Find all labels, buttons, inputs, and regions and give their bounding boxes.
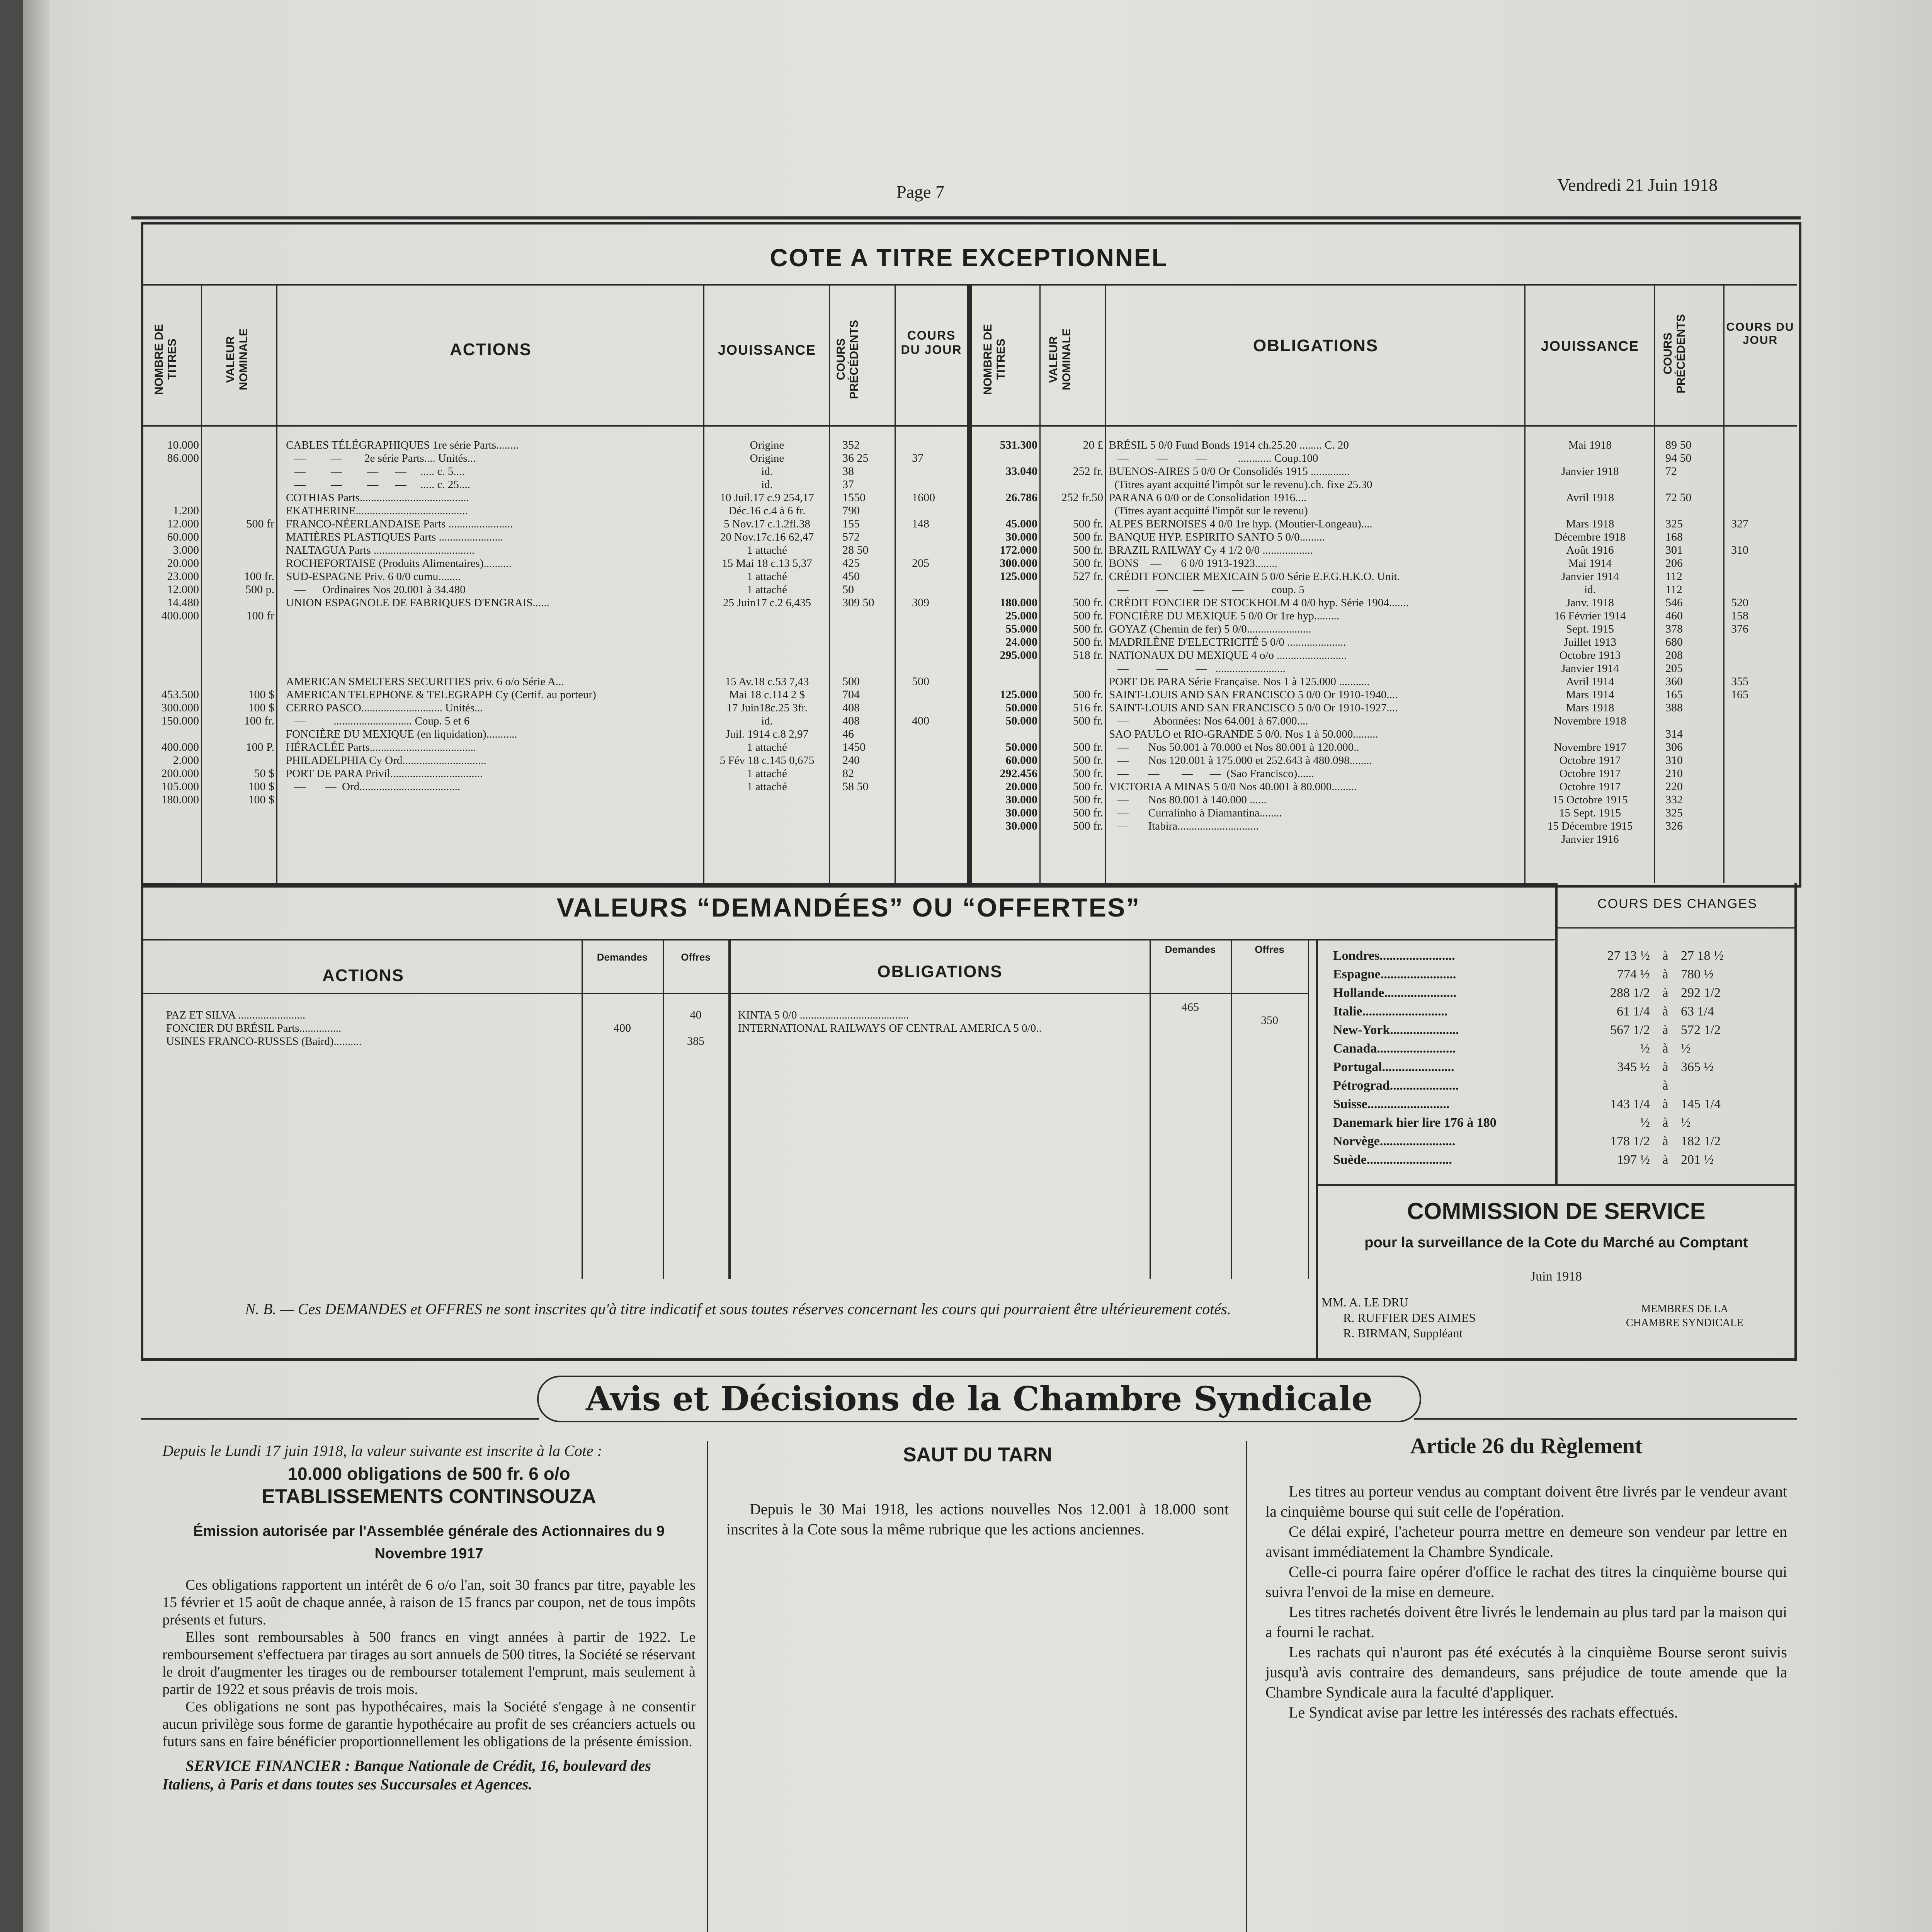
change-place: Portugal...................... bbox=[1333, 1060, 1454, 1074]
divider bbox=[1105, 284, 1106, 883]
avis-right-rule bbox=[1414, 1418, 1797, 1420]
col-cours-jour-obl: 327 310 520 158 376 355 165 bbox=[1731, 517, 1748, 701]
changes-title-rule bbox=[1558, 927, 1797, 929]
commission-side: MEMBRES DE LA CHAMBRE SYNDICALE bbox=[1626, 1303, 1744, 1329]
header-actions: ACTIONS bbox=[450, 340, 532, 359]
header-jouissance-obl: JOUISSANCE bbox=[1541, 338, 1639, 354]
change-sep: à bbox=[1662, 967, 1668, 981]
change-low: 774 ½ bbox=[1617, 967, 1650, 981]
change-high: ½ bbox=[1681, 1116, 1691, 1130]
demandes-header-obl: Demandes bbox=[1165, 944, 1216, 955]
change-place: Danemark hier lire 176 à 180 bbox=[1333, 1116, 1497, 1130]
col-valeur: 500 fr 100 fr. 500 p. 100 fr 100 $ 100 $ 100 fr. 100 P. 50 $ 100 $ 100 $ bbox=[244, 517, 274, 806]
page-number: Page 7 bbox=[896, 182, 944, 202]
demandees-left-border bbox=[141, 883, 143, 1360]
change-low: ½ bbox=[1640, 1041, 1650, 1056]
header-nombre-obl: NOMBRE DE TITRES bbox=[981, 324, 1007, 395]
divider bbox=[276, 284, 277, 883]
col-jouissance-obl: Mai 1918 Janvier 1918 Avril 1918 Mars 1918 Décembre 1918 Août 1916 Mai 1914 Janvier 1914 id. Janv. 1918 16 Février 1914 Sept. 1915 Juillet 1913 Octobre 1913 Janvier 1914 Avril 1914 Mars 1914 Mars 1918 Novembre 1918 Novembre 1917 Octobre 1917 Octobre 1917 Octobre 1917 15 Octobre 1915 15 Sept. 1915 15 Décembre 1915 Janvier 1916 bbox=[1547, 439, 1633, 845]
divider bbox=[728, 939, 731, 1279]
change-row bbox=[1333, 947, 1797, 965]
avis-title: Avis et Décisions de la Chambre Syndicale bbox=[537, 1376, 1421, 1422]
change-place: Suède.......................... bbox=[1333, 1153, 1452, 1167]
change-place: New-York..................... bbox=[1333, 1023, 1459, 1037]
change-high: 27 18 ½ bbox=[1681, 949, 1724, 963]
demandes-header: Demandes bbox=[597, 951, 648, 963]
change-place: Londres....................... bbox=[1333, 949, 1455, 963]
divider bbox=[1150, 939, 1151, 1279]
saut-p1: Depuis le 30 Mai 1918, les actions nouvelles Nos 12.001 à 18.000 sont inscrites à la Cote sous la même rubrique que les actions anciennes. bbox=[726, 1500, 1229, 1538]
divider bbox=[707, 1441, 708, 1932]
demandees-obl-rows: KINTA 5 0/0 ....................................... INTERNATIONAL RAILWAYS OF CENTRAL AMERICA 5 0/0.. bbox=[738, 1009, 1042, 1034]
header-jouissance: JOUISSANCE bbox=[718, 342, 816, 358]
change-high: 780 ½ bbox=[1681, 967, 1714, 981]
demandees-subheader-rule bbox=[143, 993, 1308, 994]
change-place: Espagne....................... bbox=[1333, 967, 1456, 981]
demandees-actions-demandes: 400 bbox=[614, 1022, 631, 1034]
change-row bbox=[1333, 1132, 1797, 1151]
change-sep: à bbox=[1662, 1116, 1668, 1130]
divider bbox=[1308, 939, 1309, 1279]
change-sep: à bbox=[1662, 1134, 1668, 1148]
changes-right-border bbox=[1794, 883, 1797, 1360]
change-place: Hollande...................... bbox=[1333, 986, 1457, 1000]
change-low: 197 ½ bbox=[1617, 1153, 1650, 1167]
change-high bbox=[1681, 1077, 1758, 1095]
change-row bbox=[1333, 1114, 1797, 1132]
divider bbox=[895, 284, 896, 883]
col-cours-prec-obl: 89 50 94 50 72 72 50 325 168 301 206 112 112 546 460 378 680 208 205 360 165 388 314 306 310 210 220 332 325 326 bbox=[1665, 439, 1692, 832]
change-low: 27 13 ½ bbox=[1607, 949, 1650, 963]
change-high: 182 1/2 bbox=[1681, 1134, 1721, 1148]
col-jouissance: Origine Origine id. id. 10 Juil.17 c.9 254,17 Déc.16 c.4 à 6 fr. 5 Nov.17 c.1.2fl.38 20 Nov.17c.16 62,47 1 attaché 15 Mai 18 c.13 5,37 1 attaché 1 attaché 25 Juin17 c.2 6,435 15 Av.18 c.53 7,43 Mai 18 c.114 2 $ 17 Juin18c.25 3fr. id. Juil. 1914 c.8 2,97 1 attaché 5 Fév 18 c.145 0,675 1 attaché 1 attaché bbox=[719, 439, 815, 793]
change-row bbox=[1333, 1058, 1797, 1077]
avis-col-2 bbox=[726, 1441, 1229, 1539]
change-place: Suisse......................... bbox=[1333, 1097, 1450, 1111]
change-low: 178 1/2 bbox=[1610, 1134, 1650, 1148]
demandees-obl-offres: 350 bbox=[1261, 1014, 1278, 1027]
change-sep: à bbox=[1662, 1041, 1668, 1056]
demandees-actions-offres: 40 385 bbox=[687, 1009, 704, 1048]
header-valeur-obl: VALEUR NOMINALE bbox=[1047, 328, 1073, 390]
changes-commission-left-border bbox=[1316, 939, 1318, 1360]
change-sep: à bbox=[1662, 1004, 1668, 1019]
divider bbox=[582, 939, 583, 1279]
scan-gutter bbox=[0, 0, 23, 1932]
divider bbox=[703, 284, 704, 883]
article-title: Article 26 du Règlement bbox=[1410, 1433, 1643, 1458]
article-p3: Celle-ci pourra faire opérer d'office le rachat des titres la cinquième bourse qui suivra l'envoi de la mise en demeure. bbox=[1265, 1563, 1787, 1600]
change-high: ½ bbox=[1681, 1041, 1691, 1056]
avis-p2: Elles sont remboursables à 500 francs en vingt années à partir de 1922. Le remboursement s'effectuera par tirages au sort annuels de 500 titres, la Société se réservant le droit d'augmenter les tirages ou de rembourser totalement l'emprunt, mais seulement à partir de 1922 et sous préavis de trois mois. bbox=[162, 1629, 696, 1697]
changes-title: COURS DES CHANGES bbox=[1597, 896, 1757, 911]
change-place: Pétrograd..................... bbox=[1333, 1078, 1459, 1093]
change-row bbox=[1333, 1021, 1797, 1039]
article-p1: Les titres au porteur vendus au comptant doivent être livrés par le vendeur avant la cinquième bourse qui suit celle de l'opération. bbox=[1265, 1483, 1787, 1520]
avis-p1: Ces obligations rapportent un intérêt de 6 o/o l'an, soit 30 francs par titre, payable les 15 février et 15 août de chaque année, à raison de 15 francs par coupon, net de tous impôts présents et futurs. bbox=[162, 1577, 696, 1628]
change-sep: à bbox=[1662, 986, 1668, 1000]
commission-subtitle: pour la surveillance de la Cote du Marché au Comptant bbox=[1364, 1235, 1748, 1251]
offres-header-obl: Offres bbox=[1255, 944, 1284, 955]
change-low: ½ bbox=[1640, 1116, 1650, 1130]
change-sep: à bbox=[1662, 949, 1668, 963]
change-row bbox=[1333, 965, 1797, 984]
col-nombre: 10.000 86.000 1.200 12.000 60.000 3.000 20.000 23.000 12.000 14.480 400.000 453.500 300.000 150.000 400.000 2.000 200.000 105.000 180.000 bbox=[161, 439, 199, 806]
change-low: 567 1/2 bbox=[1610, 1023, 1650, 1037]
divider bbox=[1231, 939, 1232, 1279]
change-row bbox=[1333, 1077, 1797, 1095]
change-high: 292 1/2 bbox=[1681, 986, 1721, 1000]
divider bbox=[1723, 284, 1725, 883]
change-low: 288 1/2 bbox=[1610, 986, 1650, 1000]
change-low: 61 1/4 bbox=[1617, 1004, 1650, 1019]
change-row bbox=[1333, 1151, 1797, 1169]
divider bbox=[1039, 284, 1041, 883]
header-cours-jour-obl: COURS DU JOUR bbox=[1726, 321, 1794, 347]
header-cours-prec: COURS PRÉCÉDENTS bbox=[835, 320, 861, 399]
commission-title: COMMISSION DE SERVICE bbox=[1407, 1198, 1706, 1224]
change-sep: à bbox=[1662, 1023, 1668, 1037]
avis-left-rule bbox=[141, 1418, 539, 1420]
changes-table bbox=[1333, 947, 1797, 1169]
avis-emission: Émission autorisée par l'Assemblée générale des Actionnaires du 9 Novembre 1917 bbox=[193, 1523, 665, 1562]
demandees-actions-header: ACTIONS bbox=[322, 966, 404, 985]
commission-month: Juin 1918 bbox=[1530, 1269, 1582, 1284]
header-obligations: OBLIGATIONS bbox=[1253, 336, 1379, 355]
divider bbox=[1524, 284, 1526, 883]
change-high: 201 ½ bbox=[1681, 1153, 1714, 1167]
col-valeur-obl: 20 £ 252 fr. 252 fr.50 500 fr. 500 fr. 500 fr. 500 fr. 527 fr. 500 fr. 500 fr. 500 fr. 500 fr. 518 fr. 500 fr. 516 fr. 500 fr. 500 fr. 500 fr. 500 fr. 500 fr. 500 fr. 500 fr. 500 fr. bbox=[1061, 439, 1103, 832]
header-rule bbox=[131, 216, 1801, 219]
divider bbox=[1246, 1441, 1247, 1932]
divider bbox=[663, 939, 664, 1279]
col-actions: CABLES TÉLÉGRAPHIQUES 1re série Parts........ — — 2e série Parts.... Unités... — — — — ..... c. 5.... — — — — ..... c. 25.... COTHIAS Parts....................................... EKATHERINE........................................ FRANCO-NÉERLANDAISE Parts ....................... MATIÈRES PLASTIQUES Parts ....................... NALTAGUA Parts .................................... ROCHEFORTAISE (Produits Alimentaires).......... SUD-ESPAGNE Priv. 6 0/0 cumu........ — Ordinaires Nos 20.001 à 34.480 UNION ESPAGNOLE DE FABRIQUES D'ENGRAIS...... AMERICAN SMELTERS SECURITIES priv. 6 o/o Série A... AMERICAN TELEPHONE & TELEGRAPH Cy (Certif. au porteur) CERRO PASCO............................. Unités... — ............................ Coup. 5 et 6 FONCIÈRE DU MEXIQUE (en liquidation)........... HÉRACLÉE Parts...................................... PHILADELPHIA Cy Ord.............................. PORT DE PARA Privil................................. — — Ord.................................... bbox=[286, 439, 596, 793]
avis-intro: Depuis le Lundi 17 juin 1918, la valeur suivante est inscrite à la Cote : bbox=[162, 1442, 602, 1459]
change-row bbox=[1333, 1039, 1797, 1058]
avis-col-3 bbox=[1265, 1430, 1787, 1723]
col-nombre-obl: 531.300 33.040 26.786 45.000 30.000 172.000 300.000 125.000 180.000 25.000 55.000 24.000 295.000 125.000 50.000 50.000 50.000 60.000 292.456 20.000 30.000 30.000 30.000 bbox=[1000, 439, 1037, 832]
header-cours-prec-obl: COURS PRÉCÉDENTS bbox=[1662, 314, 1687, 393]
col-cours-jour: 37 1600 148 205 309 500 400 bbox=[912, 452, 935, 727]
page-date: Vendredi 21 Juin 1918 bbox=[1557, 175, 1718, 195]
binding-shadow bbox=[23, 0, 50, 1932]
demandees-title: VALEURS “DEMANDÉES” OU “OFFERTES” bbox=[556, 893, 1141, 922]
change-place: Canada........................ bbox=[1333, 1041, 1456, 1056]
article-p6: Le Syndicat avise par lettre les intéressés des rachats effectués. bbox=[1289, 1704, 1678, 1721]
divider bbox=[201, 284, 202, 883]
offres-header: Offres bbox=[681, 951, 711, 963]
change-row bbox=[1333, 984, 1797, 1002]
saut-title: SAUT DU TARN bbox=[903, 1444, 1053, 1466]
demandees-top-rule bbox=[141, 883, 1555, 886]
header-valeur: VALEUR NOMINALE bbox=[224, 328, 250, 390]
change-sep: à bbox=[1662, 1060, 1668, 1074]
demandees-actions-rows: PAZ ET SILVA ........................ FONCIER DU BRÉSIL Parts............... USINES FRANCO-RUSSES (Baird).......... bbox=[166, 1009, 362, 1048]
change-high: 572 1/2 bbox=[1681, 1023, 1721, 1037]
col-obligations: BRÉSIL 5 0/0 Fund Bonds 1914 ch.25.20 ........ C. 20 — — — ............ Coup.100 BUENOS-AIRES 5 0/0 Or Consolidés 1915 .............. (Titres ayant acquitté l'impôt sur le revenu).ch. fixe 25.30 PARANA 6 0/0 or de Consolidation 1916.... (Titres ayant acquitté l'impôt sur le revenu) ALPES BERNOISES 4 0/0 1re hyp. (Moutier-Longeau).... BANQUE HYP. ESPIRITO SANTO 5 0/0......... BRAZIL RAILWAY Cy 4 1/2 0/0 .................. BONS — 6 0/0 1913-1923........ CRÉDIT FONCIER MEXICAIN 5 0/0 Série E.F.G.H.K.O. Unit. — — — — coup. 5 CRÉDIT FONCIER DE STOCKHOLM 4 0/0 hyp. Série 1904....... FONCIÈRE DU MEXIQUE 5 0/0 Or 1re hyp......... GOYAZ (Chemin de fer) 5 0/0....................... MADRILÈNE D'ELECTRICITÉ 5 0/0 ..................... NATIONAUX DU MEXIQUE 4 o/o ......................... — — — ......................... PORT DE PARA Série Française. Nos 1 à 125.000 ........... SAINT-LOUIS AND SAN FRANCISCO 5 0/0 Or 1910-1940.... SAINT-LOUIS AND SAN FRANCISCO 5 0/0 Or 1910-1927.... — Abonnées: Nos 64.001 à 67.000.... SAO PAULO et RIO-GRANDE 5 0/0. Nos 1 à 50.000......... — Nos 50.001 à 70.000 et Nos 80.001 à 120.000.. — Nos 120.001 à 175.000 et 252.643 à 480.098........ — — — — (Sao Francisco)...... VICTORIA A MINAS 5 0/0 Nos 40.001 à 80.000......... — Nos 80.001 à 140.000 ...... — Curralinho à Diamantina........ — Itabira............................. bbox=[1109, 439, 1409, 832]
change-row bbox=[1333, 1002, 1797, 1021]
change-sep: à bbox=[1662, 1097, 1668, 1111]
change-row bbox=[1333, 1095, 1797, 1114]
article-p4: Les titres rachetés doivent être livrés le lendemain au plus tard par la maison qui a fourni le rachat. bbox=[1265, 1603, 1787, 1641]
avis-bold-1: 10.000 obligations de 500 fr. 6 o/o bbox=[287, 1464, 570, 1484]
change-place: Italie.......................... bbox=[1333, 1004, 1448, 1019]
change-high: 63 1/4 bbox=[1681, 1004, 1714, 1019]
change-sep: à bbox=[1662, 1153, 1668, 1167]
cote-center-divider bbox=[967, 284, 972, 883]
demandees-note: N. B. — Ces DEMANDES et OFFRES ne sont inscrites qu'à titre indicatif et sous toutes réserves concernant les cours qui pourraient être ultérieurement cotés. bbox=[245, 1300, 1231, 1318]
demandees-obl-demandes: 465 bbox=[1182, 1001, 1199, 1014]
change-low bbox=[1573, 1077, 1650, 1095]
commission-top-rule bbox=[1316, 1184, 1797, 1186]
change-sep: à bbox=[1662, 1078, 1668, 1093]
avis-p3: Ces obligations ne sont pas hypothécaires, mais la Société s'engage à ne consentir aucun privilège sous forme de garantie hypothécaire au profit de ses créanciers actuels ou futurs sans en faire bénéficier proportionnellement les obligations de la présente émission. bbox=[162, 1699, 696, 1750]
divider bbox=[1654, 284, 1655, 883]
header-nombre: NOMBRE DE TITRES bbox=[153, 324, 179, 395]
divider bbox=[829, 284, 830, 883]
cote-title: COTE A TITRE EXCEPTIONNEL bbox=[770, 244, 1168, 272]
change-high: 145 1/4 bbox=[1681, 1097, 1721, 1111]
avis-service: SERVICE FINANCIER : Banque Nationale de Crédit, 16, boulevard des Italiens, à Paris et dans toutes ses Succursales et Agences. bbox=[162, 1757, 651, 1793]
article-p2: Ce délai expiré, l'acheteur pourra mettre en demeure son vendeur par lettre en avisant immédiatement la Chambre Syndicale. bbox=[1265, 1523, 1787, 1560]
article-p5: Les rachats qui n'auront pas été exécutés à la cinquième Bourse seront suivis jusqu'à avis contraire des demandeurs, sans préjudice de toute amende que la Chambre Syndicale aura la faculté d'appliquer. bbox=[1265, 1643, 1787, 1701]
change-place: Norvège....................... bbox=[1333, 1134, 1456, 1148]
change-high: 365 ½ bbox=[1681, 1060, 1714, 1074]
changes-title-rule-2 bbox=[1316, 939, 1555, 940]
header-cours-jour: COURS DU JOUR bbox=[901, 328, 962, 357]
demandees-obligations-header: OBLIGATIONS bbox=[877, 962, 1003, 981]
avis-col-1 bbox=[162, 1441, 696, 1794]
avis-bold-2: ETABLISSEMENTS CONTINSOUZA bbox=[262, 1485, 596, 1508]
commission-members: MM. A. LE DRU R. RUFFIER DES AIMES R. BIRMAN, Suppléant bbox=[1321, 1295, 1476, 1340]
col-cours-prec: 352 36 25 38 37 1550 790 155 572 28 50 425 450 50 309 50 500 704 408 408 46 1450 240 82 58 50 bbox=[842, 439, 874, 793]
change-low: 143 1/4 bbox=[1610, 1097, 1650, 1111]
demandees-bottom-rule bbox=[141, 1358, 1797, 1361]
change-low: 345 ½ bbox=[1617, 1060, 1650, 1074]
